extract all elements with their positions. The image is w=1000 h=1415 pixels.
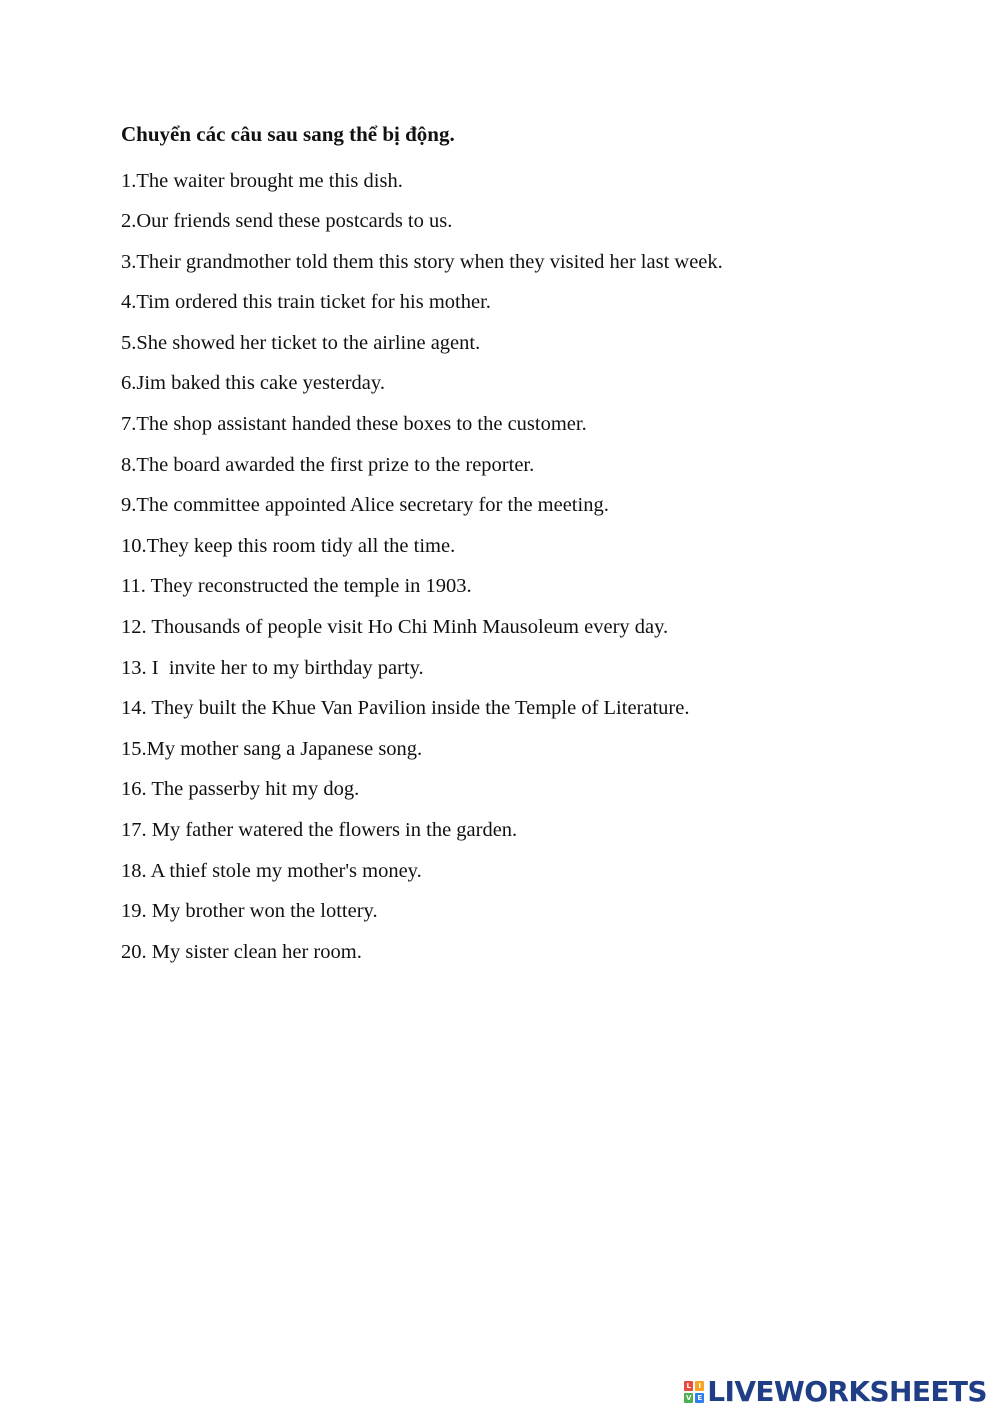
sentence-item: 19. My brother won the lottery. (121, 900, 378, 923)
sentence-item: 16. The passerby hit my dog. (121, 778, 360, 801)
sentence-item: 20. My sister clean her room. (121, 940, 362, 963)
logo-mark-square: E (695, 1393, 704, 1403)
sentence-item: 7.The shop assistant handed these boxes to the customer. (121, 413, 587, 436)
sentence-item: 5.She showed her ticket to the airline agent. (121, 331, 481, 354)
sentence-item: 15.My mother sang a Japanese song. (121, 737, 423, 760)
worksheet-title: Chuyển các câu sau sang thể bị động. (121, 122, 455, 146)
sentence-item: 18. A thief stole my mother's money. (121, 859, 422, 882)
sentence-item: 9.The committee appointed Alice secretary for the meeting. (121, 494, 609, 517)
logo-mark-square: L (684, 1381, 693, 1391)
sentence-item: 13. I invite her to my birthday party. (121, 656, 424, 679)
sentence-item: 4.Tim ordered this train ticket for his mother. (121, 291, 491, 314)
logo-mark-square: V (686, 1394, 692, 1402)
logo-text: LIVEWORKSHEETS (707, 1375, 987, 1408)
sentence-list (121, 161, 941, 973)
sentence-item: 8.The board awarded the first prize to the reporter. (121, 453, 535, 476)
sentence-item: 11. They reconstructed the temple in 1903. (121, 575, 472, 598)
worksheet (121, 120, 941, 972)
sentence-item: 10.They keep this room tidy all the time. (121, 534, 456, 557)
sentence-item: 1.The waiter brought me this dish. (121, 169, 403, 192)
liveworksheets-logo (684, 1377, 987, 1407)
sentence-item: 3.Their grandmother told them this story when they visited her last week. (121, 250, 723, 273)
sentence-item: 6.Jim baked this cake yesterday. (121, 372, 385, 395)
logo-mark-icon (684, 1381, 704, 1403)
sentence-item: 2.Our friends send these postcards to us. (121, 210, 453, 233)
sentence-item: 14. They built the Khue Van Pavilion inside the Temple of Literature. (121, 697, 690, 720)
logo-mark-square: I (695, 1381, 704, 1391)
sentence-item: 12. Thousands of people visit Ho Chi Minh Mausoleum every day. (121, 616, 669, 639)
sentence-item: 17. My father watered the flowers in the garden. (121, 819, 518, 841)
